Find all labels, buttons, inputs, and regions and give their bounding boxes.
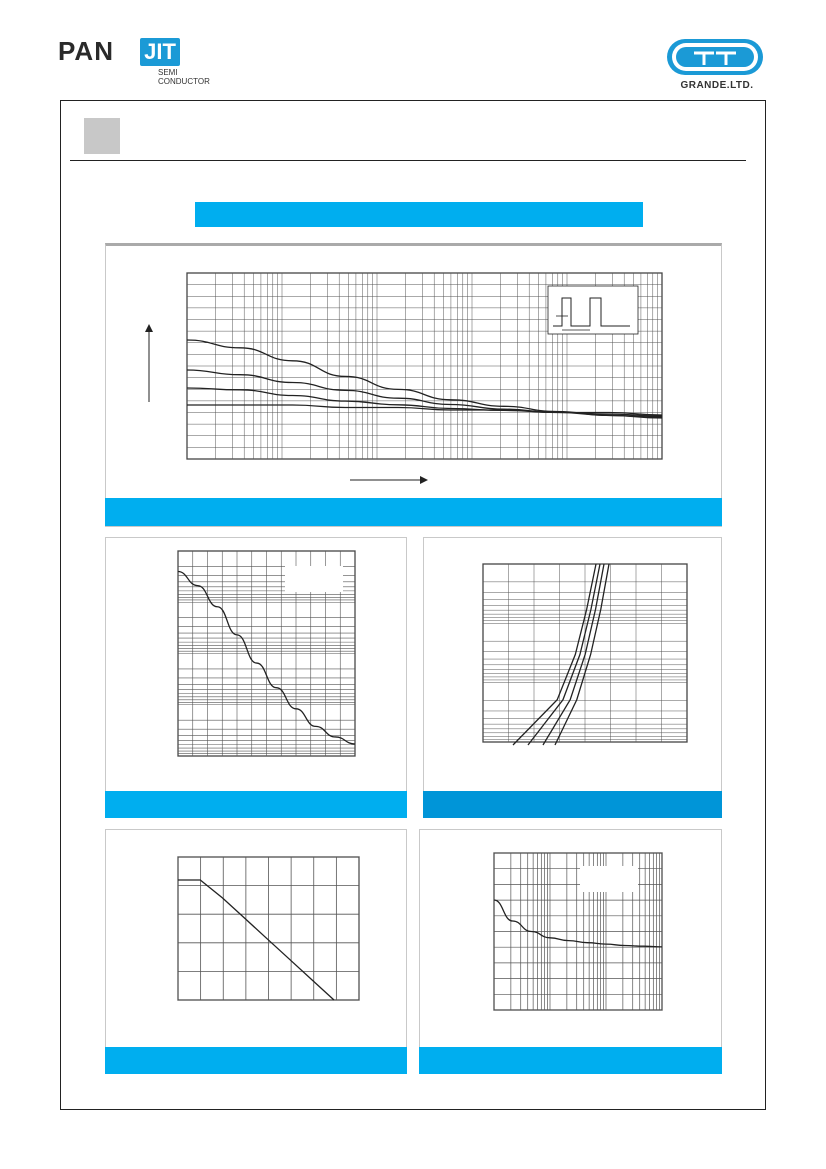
grande-logo-text: GRANDE.LTD. <box>680 80 754 91</box>
chart-1-x-arrowhead <box>420 476 428 484</box>
chart-2-legend-box <box>285 566 343 592</box>
chart-1-y-arrowhead <box>145 324 153 332</box>
logo-sub-line-1: SEMI <box>158 68 178 77</box>
chart-5-legend-box <box>580 866 638 892</box>
panjit-logo-accent: JIT <box>140 38 180 66</box>
panjit-logo-text: PAN <box>58 36 114 66</box>
logo-sub-line-2: CONDUCTOR <box>158 77 210 86</box>
